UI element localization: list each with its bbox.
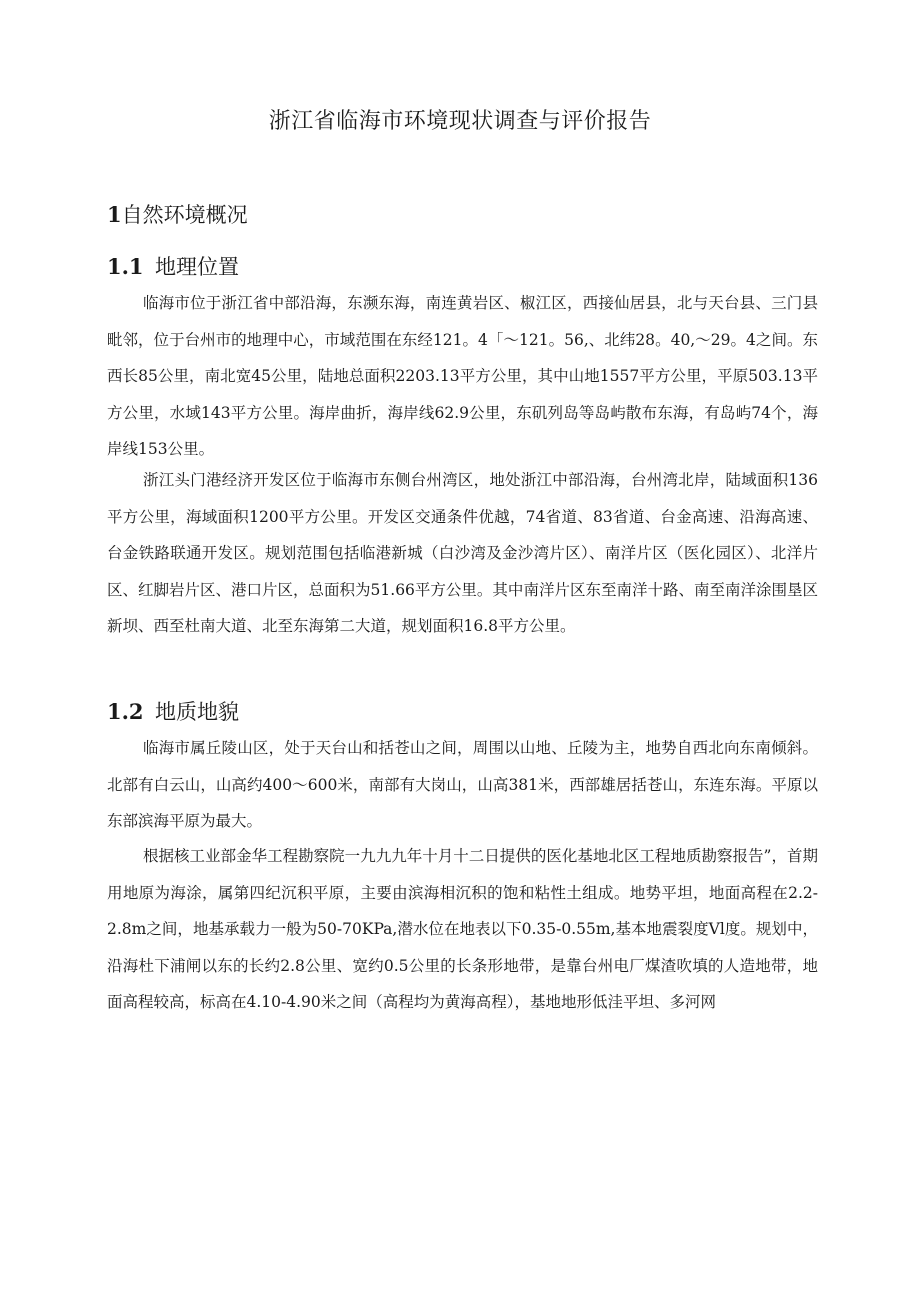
paragraph-development-zone: 浙江头门港经济开发区位于临海市东侧台州湾区，地处浙江中部沿海，台州湾北岸，陆域面积136平方公里，海域面积1200平方公里。开发区交通条件优越，74省道、83省道、台金高速、沿海高速、台金铁路联通开发区。规划范围包括临港新城（白沙湾及金沙湾片区）、南洋片区（医化园区）、北洋片区、红脚岩片区、港口片区，总面积为51.66平方公里。其中南洋片区东至南洋十路、南至南洋涂围垦区新坝、西至杜南大道、北至东海第二大道，规划面积16.8平方公里。 — [107, 471, 818, 636]
section-number: 1.2 — [107, 699, 144, 724]
section-title: 地质地貌 — [155, 700, 239, 724]
chapter-number: 1 — [107, 202, 122, 227]
paragraph-location-overview: 临海市位于浙江省中部沿海，东濒东海，南连黄岩区、椒江区，西接仙居县，北与天台县、三门县毗邻，位于台州市的地理中心，市域范围在东经121。4「～121。56,、北纬28。40,～29。4之间。东西长85公里，南北宽45公里，陆地总面积2203.13平方公里，其中山地1557平方公里，平原503.13平方公里，水域143平方公里。海岸曲折，海岸线62.9公里，东矶列岛等岛屿散布东海，有岛屿74个，海岸线153公里。 — [107, 294, 818, 459]
document-title: 浙江省临海市环境现状调查与评价报告 — [268, 109, 652, 134]
section-heading-geology-landform — [107, 697, 239, 727]
chapter-heading — [107, 200, 248, 230]
section-number: 1.1 — [107, 254, 144, 279]
paragraph-geological-survey: 根据核工业部金华工程勘察院一九九九年十月十二日提供的医化基地北区工程地质勘察报告”，首期用地原为海涂，属第四纪沉积平原，主要由滨海相沉积的饱和粘性土组成。地势平坦，地面高程在2.2-2.8m之间，地基承载力一般为50-70KPa,潜水位在地表以下0.35-0.55m,基本地震裂度Vl度。规划中，沿海杜下浦闸以东的长约2.8公里、宽约0.5公里的长条形地带，是靠台州电厂煤渣吹填的人造地带，地面高程较高，标高在4.10-4.90米之间（高程均为黄海高程），基地地形低洼平坦、多河网 — [107, 847, 818, 1012]
paragraph-terrain-overview: 临海市属丘陵山区，处于天台山和括苍山之间，周围以山地、丘陵为主，地势自西北向东南倾斜。北部有白云山，山高约400～600米，南部有大岗山，山高381米，西部雄居括苍山，东连东海。平原以东部滨海平原为最大。 — [107, 739, 818, 831]
section-title: 地理位置 — [155, 255, 239, 279]
chapter-title: 自然环境概况 — [121, 203, 248, 227]
section-heading-geographic-location — [107, 252, 239, 282]
